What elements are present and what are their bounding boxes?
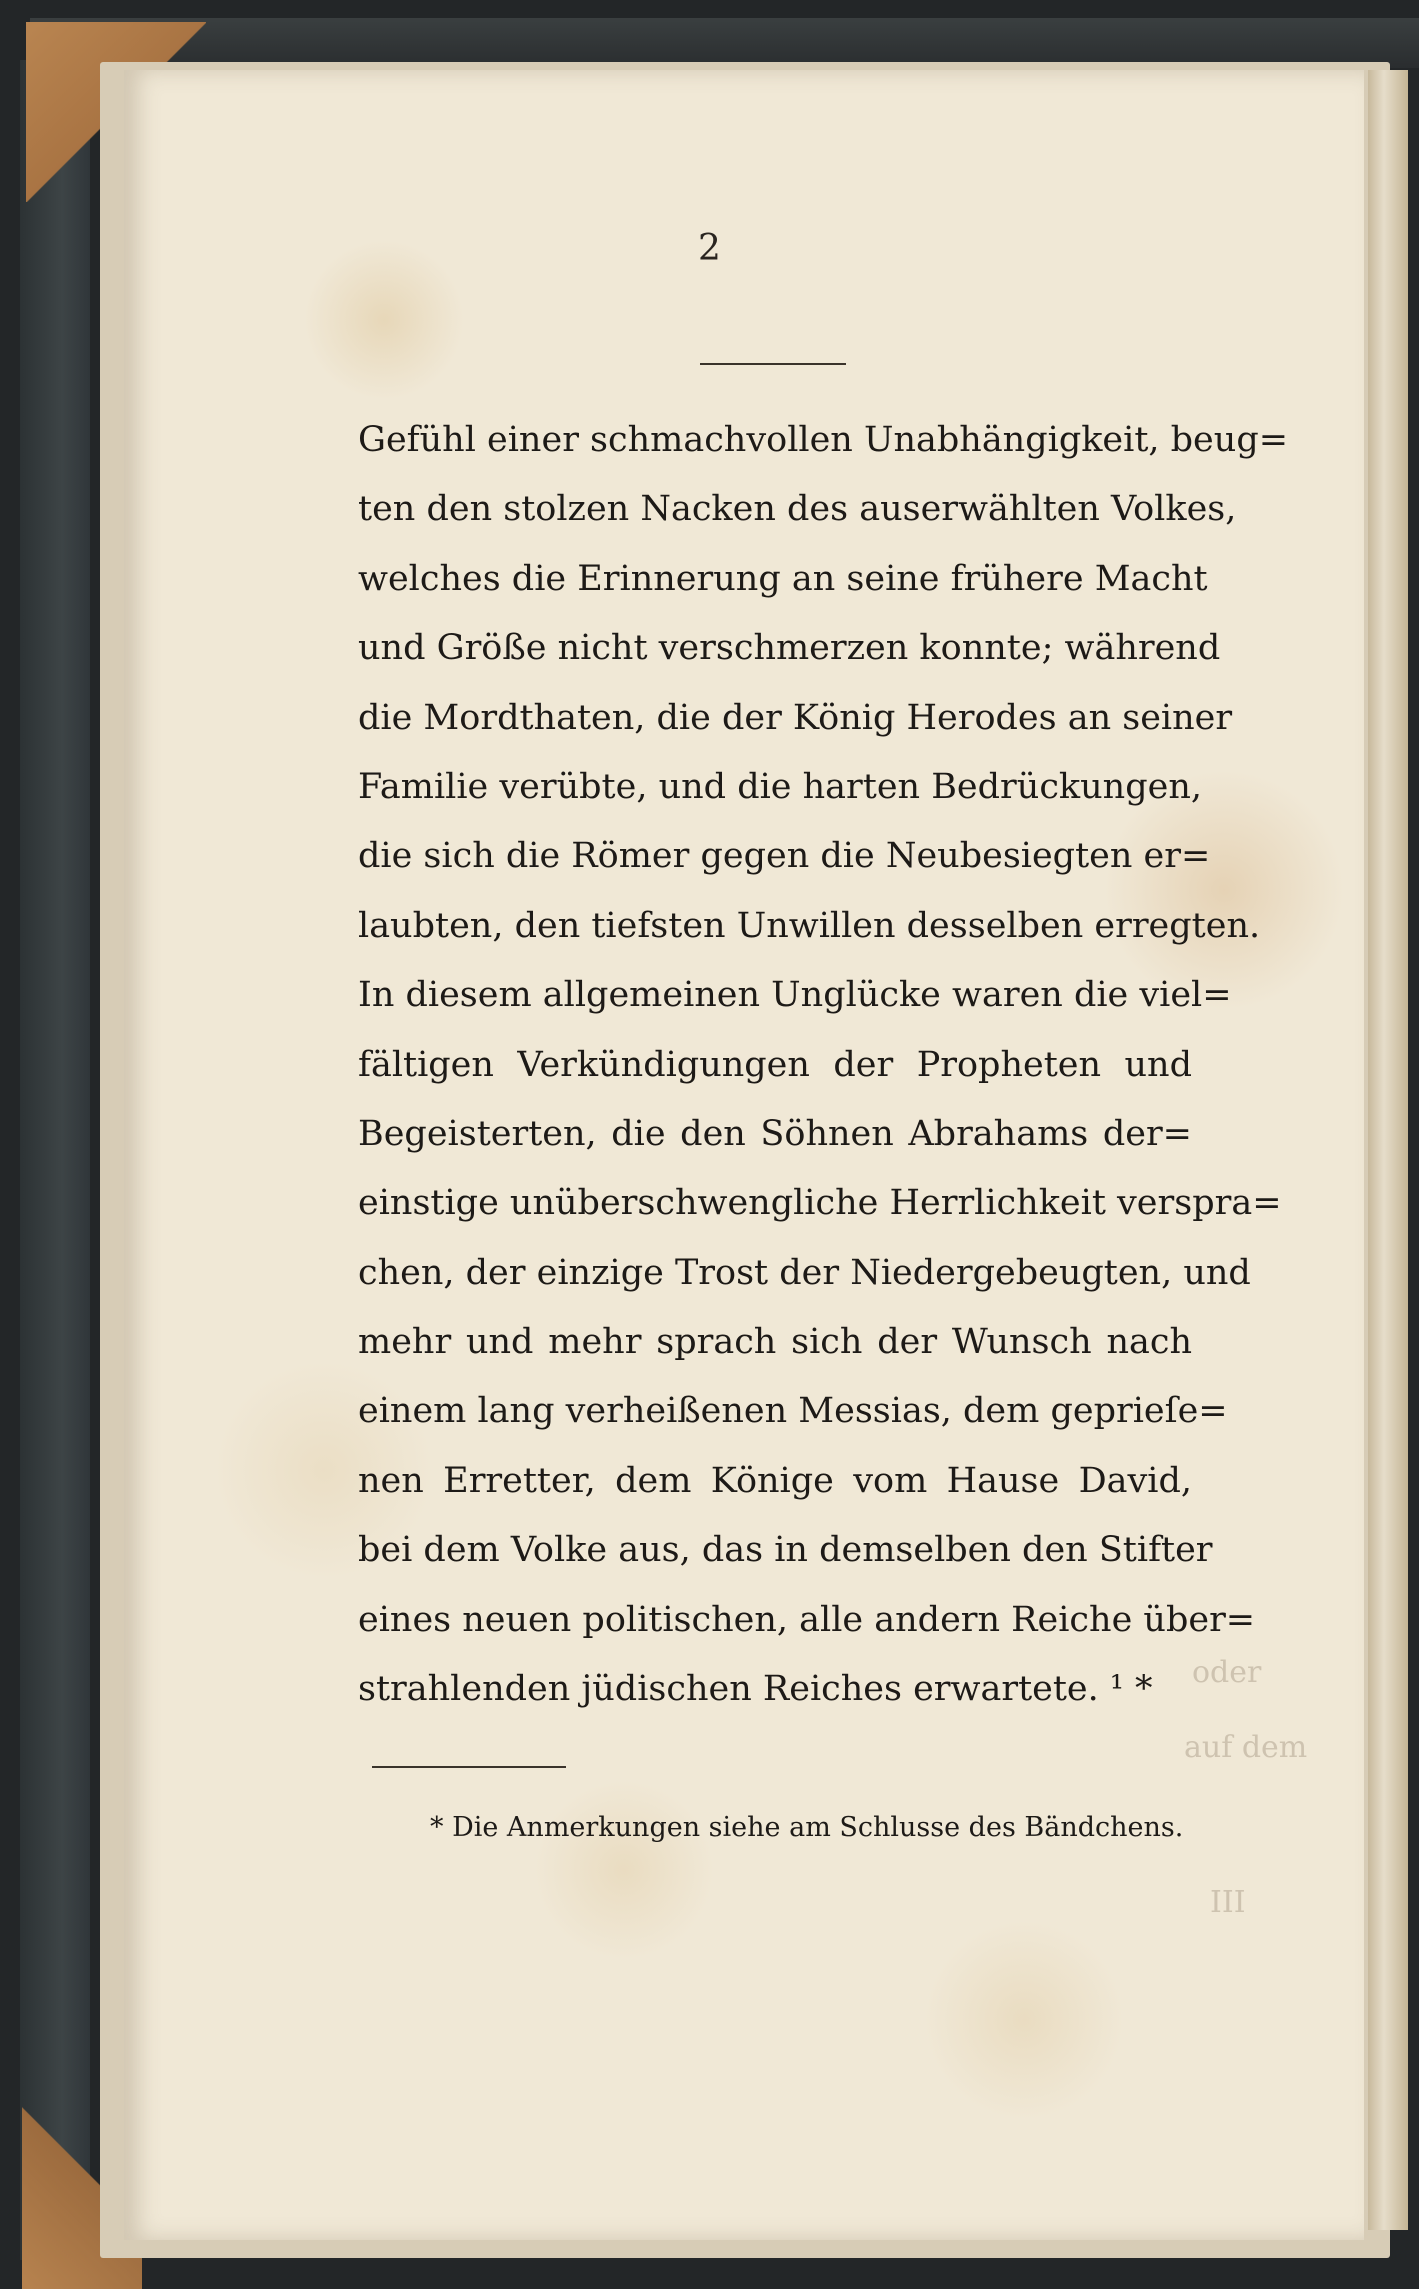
text-line: nen Erretter, dem Könige vom Hause David, — [358, 1460, 1192, 1501]
bleed-through-text: III — [1210, 1885, 1246, 1920]
page-edges — [1368, 70, 1408, 2230]
text-line: welches die Erinnerung an seine frühere Macht — [358, 558, 1208, 599]
text-line: strahlenden jüdischen Reiches erwartete. ¹ * — [358, 1669, 1153, 1710]
text-line: In diesem allgemeinen Unglücke waren die viel= — [358, 975, 1232, 1016]
text-line: eines neuen politischen, alle andern Reiche über= — [358, 1599, 1256, 1640]
text-line: Gefühl einer schmachvollen Unabhängigkeit, beug= — [358, 420, 1289, 460]
cover-top-edge — [30, 18, 1419, 68]
text-line: die Mordthaten, die der König Herodes an seiner — [358, 697, 1233, 738]
text-line: Begeisterten, die den Söhnen Abrahams der= — [358, 1113, 1192, 1154]
footnote: * Die Anmerkungen siehe am Schlusse des Bändchens. — [430, 1812, 1184, 1843]
cover-spine-strip — [20, 60, 90, 2260]
text-line: ten den stolzen Nacken des auserwählten Volkes, — [358, 489, 1237, 530]
footnote-rule — [372, 1766, 566, 1768]
text-line: einem lang verheißenen Messias, dem geprieſe= — [358, 1391, 1228, 1432]
text-line: einstige unüberschwengliche Herrlichkeit verspra= — [358, 1183, 1282, 1224]
text-line: die sich die Römer gegen die Neubesiegten er= — [358, 836, 1211, 877]
bleed-through-text: oder — [1192, 1655, 1262, 1690]
bleed-through-text: auf dem — [1184, 1730, 1308, 1765]
text-line: chen, der einzige Trost der Niedergebeugten, und — [358, 1252, 1251, 1293]
text-line: mehr und mehr sprach sich der Wunsch nach — [358, 1322, 1192, 1363]
text-line: bei dem Volke aus, das in demselben den Stifter — [358, 1530, 1213, 1571]
text-line: Familie verübte, und die harten Bedrückungen, — [358, 766, 1202, 807]
text-line: laubten, den tiefsten Unwillen desselben erregten. — [358, 905, 1261, 946]
text-line: fältigen Verkündigungen der Propheten und — [358, 1044, 1192, 1085]
page-number: 2 — [698, 228, 721, 269]
page-number-rule — [700, 363, 846, 365]
text-line: und Größe nicht verschmerzen konnte; während — [358, 628, 1221, 669]
